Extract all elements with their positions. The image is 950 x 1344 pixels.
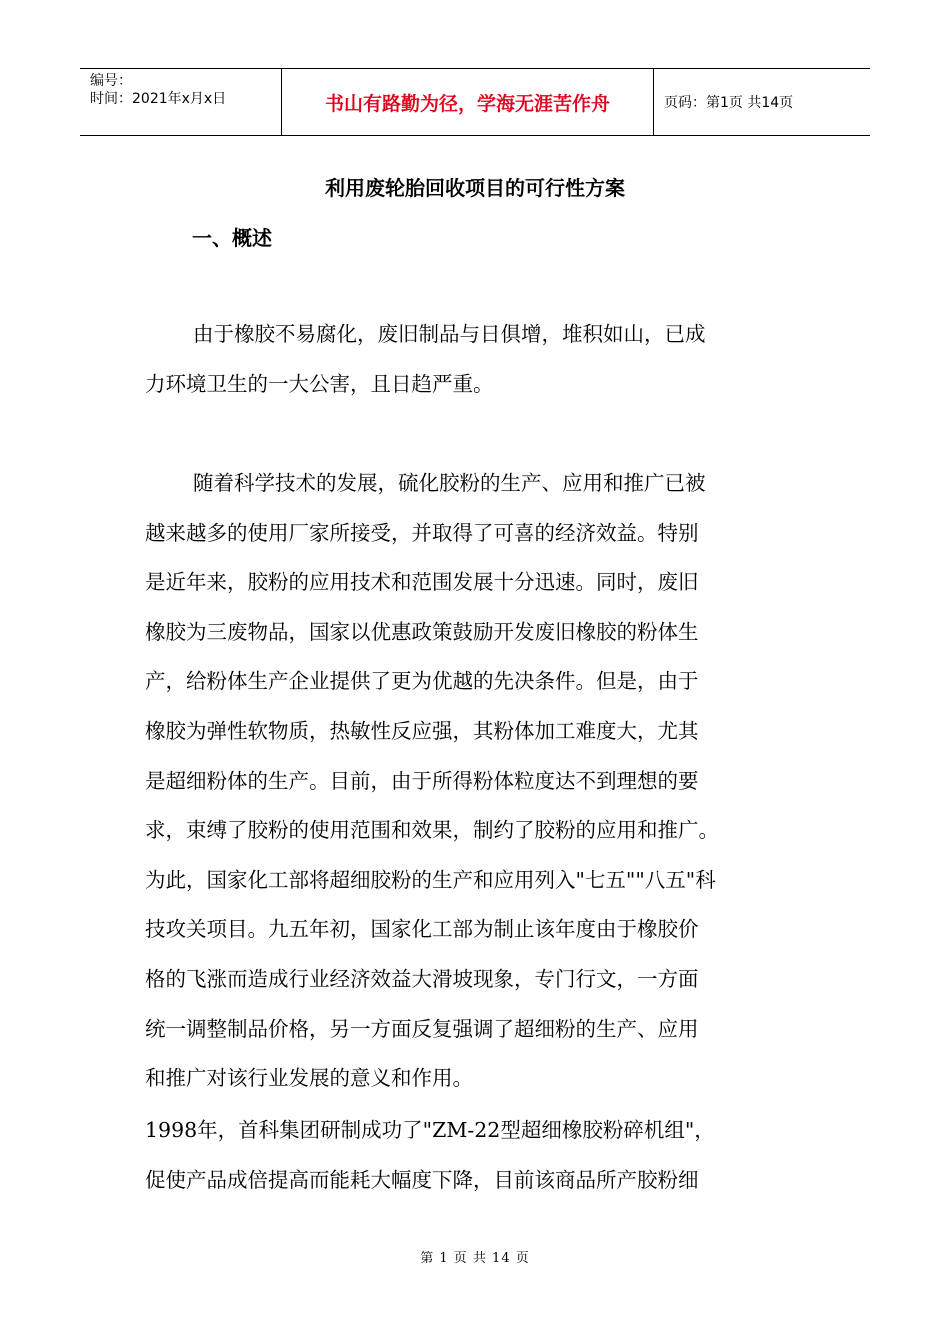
paragraph-line: 力环境卫生的一大公害，且日趋严重。 (145, 371, 494, 396)
paragraph-line: 越来越多的使用厂家所接受，并取得了可喜的经济效益。特别 (145, 520, 699, 545)
document-number-label: 编号： (90, 73, 132, 89)
paragraph-line: 产，给粉体生产企业提供了更为优越的先决条件。但是，由于 (145, 669, 699, 694)
paragraph-3 (145, 1106, 825, 1205)
document-time-label: 时间：2021年x月x日 (90, 91, 227, 107)
paragraph-line: 统一调整制品价格，另一方面反复强调了超细粉的生产、应用 (145, 1016, 699, 1041)
paragraph-line: 1998年，首科集团研制成功了"ZM-22型超细橡胶粉碎机组"， (145, 1118, 715, 1142)
paragraph-line: 是近年来，胶粉的应用技术和范围发展十分迅速。同时，废旧 (145, 570, 699, 595)
paragraph-line: 技攻关项目。九五年初，国家化工部为制止该年度由于橡胶价 (145, 917, 699, 942)
paragraph-line: 橡胶为弹性软物质，热敏性反应强，其粉体加工难度大，尤其 (145, 718, 699, 743)
paragraph-line: 和推广对该行业发展的意义和作用。 (145, 1066, 473, 1091)
document-title: 利用废轮胎回收项目的可行性方案 (325, 176, 625, 200)
paragraph-line: 橡胶为三废物品，国家以优惠政策鼓励开发废旧橡胶的粉体生 (145, 619, 699, 644)
header-motto: 书山有路勤为径，学海无涯苦作舟 (282, 69, 654, 135)
paragraph-line: 格的飞涨而造成行业经济效益大滑坡现象，专门行文，一方面 (145, 966, 699, 991)
header-info-cell (80, 69, 282, 135)
paragraph-1 (145, 310, 825, 409)
paragraph-line: 促使产品成倍提高而能耗大幅度下降，目前该商品所产胶粉细 (145, 1167, 699, 1192)
page-footer: 第 1 页 共 14 页 (420, 1251, 530, 1266)
paragraph-line: 随着科学技术的发展，硫化胶粉的生产、应用和推广已被 (193, 471, 706, 495)
header-table (80, 68, 870, 136)
paragraph-line: 为此，国家化工部将超细胶粉的生产和应用列入"七五""八五"科 (145, 867, 716, 892)
section-heading: 一、概述 (192, 226, 272, 250)
paragraph-line: 由于橡胶不易腐化，废旧制品与日俱增，堆积如山，已成 (193, 322, 706, 346)
paragraph-line: 求，束缚了胶粉的使用范围和效果，制约了胶粉的应用和推广。 (145, 818, 719, 843)
paragraph-line: 是超细粉体的生产。目前，由于所得粉体粒度达不到理想的要 (145, 768, 699, 793)
paragraph-2 (145, 459, 825, 1104)
header-page-label: 页码：第1页 共14页 (664, 95, 794, 111)
